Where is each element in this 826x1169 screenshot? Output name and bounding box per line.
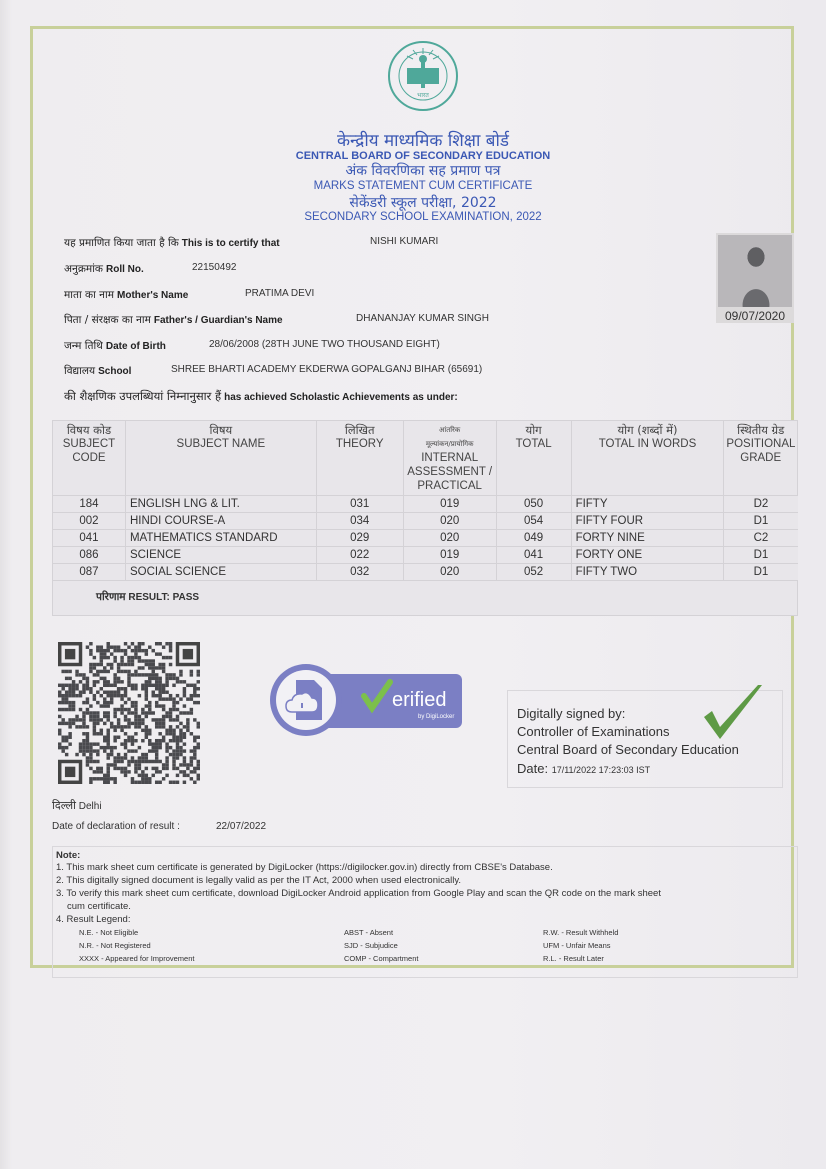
signature-check-icon [702,683,764,743]
total-marks: 052 [496,564,571,581]
declaration-label: Date of declaration of result : [52,821,180,832]
student-photo [716,233,794,323]
achieved-hindi: की शैक्षणिक उपलब्धियां निम्नानुसार हैं [64,389,222,403]
theory-marks: 032 [316,564,403,581]
student-name: NISHI KUMARI [370,236,439,247]
achieved-label: has achieved Scholastic Achievements as under: [224,392,458,403]
result-label: RESULT: PASS [128,592,200,603]
note-item: 4. Result Legend: [56,914,131,925]
total-words: FIFTY TWO [571,564,724,581]
header-grade: स्थितीय ग्रेड POSITIONAL GRADE [724,421,798,496]
total-marks: 050 [496,496,571,513]
total-marks: 041 [496,547,571,564]
table-row [53,564,798,581]
header-theory: लिखित THEORY [316,421,403,496]
signature-date-row [517,761,650,776]
subject-name: MATHEMATICS STANDARD [125,530,316,547]
theory-marks: 031 [316,496,403,513]
exam-title-english: SECONDARY SCHOOL EXAMINATION, 2022 [304,211,542,223]
grade: D1 [724,547,798,564]
legend-item: R.W. - Result Withheld [543,928,619,937]
dob-label: Date of Birth [105,341,166,352]
roll-hindi: अनुक्रमांक [64,263,103,275]
doc-title-hindi: अंक विवरणिका सह प्रमाण पत्र [345,163,501,179]
internal-marks: 020 [403,564,496,581]
roll-row [64,262,237,276]
father-row [64,313,489,327]
subject-name: HINDI COURSE-A [125,513,316,530]
legend-item: N.E. - Not Eligible [79,928,139,937]
grade: D1 [724,513,798,530]
internal-marks: 019 [403,496,496,513]
certify-row [64,236,439,250]
verified-text: erified [392,689,447,711]
legend-item: UFM - Unfair Means [543,941,611,950]
legend-item: SJD - Subjudice [344,941,398,950]
table-row [53,547,798,564]
certify-hindi: यह प्रमाणित किया जाता है कि [64,237,179,249]
legend-item: XXXX - Appeared for Improvement [79,954,195,963]
legend-item: COMP - Compartment [344,954,419,963]
school-hindi: विद्यालय [64,365,96,377]
signature-date-label: Date: [517,761,549,776]
place [52,798,102,813]
total-words: FIFTY FOUR [571,513,724,530]
exam-title-hindi: सेकेंडरी स्कूल परीक्षा, 2022 [349,195,497,211]
dob-row [64,339,440,353]
notes-title: Note: [56,850,81,861]
logo-center-text: भारत [417,93,429,99]
marks-table [52,420,798,581]
board-name-english: CENTRAL BOARD OF SECONDARY EDUCATION [295,150,551,162]
roll-label: Roll No. [105,264,144,275]
internal-marks: 020 [403,530,496,547]
father-label: Father's / Guardian's Name [153,315,283,326]
cbse-logo [385,40,461,124]
header-subject-name: विषय SUBJECT NAME [125,421,316,496]
subject-name: ENGLISH LNG & LIT. [125,496,316,513]
total-words: FORTY ONE [571,547,724,564]
date-of-birth: 28/06/2008 (28TH JUNE TWO THOUSAND EIGHT) [209,339,440,350]
father-hindi: पिता / संरक्षक का नाम [64,314,151,326]
table-header-row [53,421,798,496]
header-total: योग TOTAL [496,421,571,496]
dob-hindi: जन्म तिथि [64,340,103,352]
place-hindi: दिल्ली [52,799,76,812]
note-item: cum certificate. [67,901,131,912]
table-row [53,530,798,547]
school-label: School [98,366,132,377]
mother-label: Mother's Name [117,290,189,301]
mother-hindi: माता का नाम [64,289,114,301]
total-marks: 049 [496,530,571,547]
internal-marks: 019 [403,547,496,564]
grade: D1 [724,564,798,581]
achieved-row [64,389,458,404]
note-item: 3. To verify this mark sheet cum certificate, download DigiLocker Android application from Google Play and scan the QR code on the mark sheet [56,888,661,899]
theory-marks: 034 [316,513,403,530]
qr-code[interactable] [58,642,200,784]
internal-marks: 020 [403,513,496,530]
photo-image [718,235,792,307]
grade: D2 [724,496,798,513]
board-name-hindi: केन्द्रीय माध्यमिक शिक्षा बोर्ड [336,131,510,151]
total-marks: 054 [496,513,571,530]
total-words: FIFTY [571,496,724,513]
school-name: SHREE BHARTI ACADEMY EKDERWA GOPALGANJ BIHAR (65691) [171,364,483,375]
mother-name: PRATIMA DEVI [245,288,315,299]
result-hindi: परिणाम [96,591,126,603]
mother-row [64,288,315,302]
note-item: 1. This mark sheet cum certificate is generated by DigiLocker (https://digilocker.gov.in) directly from CBSE's Database. [56,862,553,873]
signed-by-label: Digitally signed by: [517,706,626,721]
signature-date: 17/11/2022 17:23:03 IST [551,765,651,775]
header-internal: आंतरिक मूल्यांकन/प्रायोगिक INTERNAL ASSESSMENT / PRACTICAL [403,421,496,496]
verified-digilocker-badge [268,660,464,738]
subject-name: SCIENCE [125,547,316,564]
subject-code: 002 [53,513,126,530]
certify-label: This is to certify that [181,238,280,249]
subject-code: 041 [53,530,126,547]
subject-code: 086 [53,547,126,564]
legend-item: R.L. - Result Later [543,954,604,963]
header-total-words: योग (शब्दों में) TOTAL IN WORDS [571,421,724,496]
signer-title: Controller of Examinations [517,724,670,739]
verified-subtext: by DigiLocker [418,714,455,720]
father-name: DHANANJAY KUMAR SINGH [356,313,489,324]
place-english: Delhi [78,801,102,812]
school-row [64,364,483,378]
grade: C2 [724,530,798,547]
theory-marks: 029 [316,530,403,547]
note-item: 2. This digitally signed document is legally valid as per the IT Act, 2000 when used electronically. [56,875,462,886]
theory-marks: 022 [316,547,403,564]
legend-item: ABST - Absent [344,928,394,937]
signer-org: Central Board of Secondary Education [517,742,739,757]
declaration-date: 22/07/2022 [216,821,267,832]
total-words: FORTY NINE [571,530,724,547]
subject-name: SOCIAL SCIENCE [125,564,316,581]
subject-code: 184 [53,496,126,513]
header-subject-code: विषय कोड SUBJECT CODE [53,421,126,496]
table-row [53,513,798,530]
legend-item: N.R. - Not Registered [79,941,151,950]
table-row [53,496,798,513]
doc-title-english: MARKS STATEMENT CUM CERTIFICATE [313,180,533,192]
photo-date: 09/07/2020 [724,309,786,323]
roll-number: 22150492 [192,262,237,273]
result [96,590,199,604]
subject-code: 087 [53,564,126,581]
